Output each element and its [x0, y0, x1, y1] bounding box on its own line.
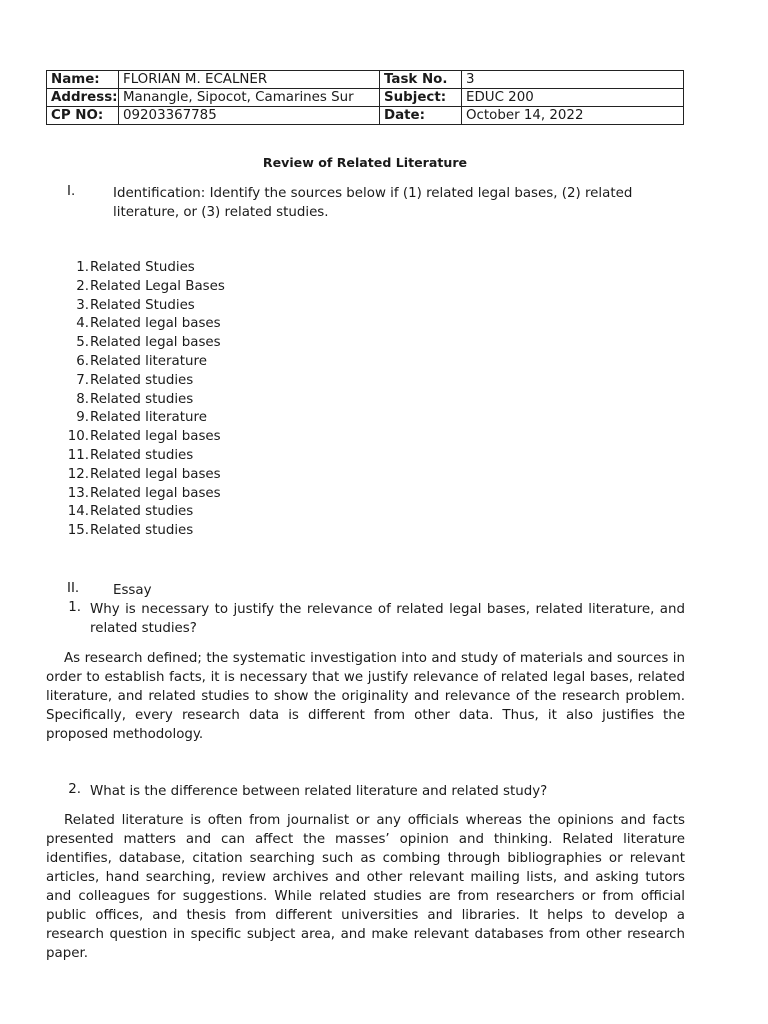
name-label: Name: — [47, 71, 119, 89]
cp-label: CP NO: — [47, 107, 119, 125]
date-value: October 14, 2022 — [462, 107, 684, 125]
section-heading: Essay — [113, 583, 152, 598]
answer-paragraph-2: Related literature is often from journalist or any officials whereas the opinions and facts presented matters and can affect the masses’ opinion and thinking. Related literature identifies, database, citation searching such as combing through bibliographies or relevant articles, hand searching, review archives and other relevant mailing lists, and asking tutors and colleagues for suggestions. While related studies are from researchers or from official public offices, and thesis from different universities and libraries. It helps to develop a research question in specific subject area, and make relevant databases from other research paper. — [46, 813, 685, 961]
list-item — [67, 297, 367, 316]
list-item-number: 13. — [67, 485, 89, 501]
list-item — [67, 372, 367, 391]
list-item-number: 6. — [76, 353, 89, 369]
list-item — [67, 447, 367, 466]
list-item-number: 2. — [76, 278, 89, 294]
section-numeral: II. — [67, 581, 80, 596]
list-item-number: 5. — [76, 335, 89, 351]
question-text: Why is necessary to justify the relevance of related legal bases, related literature, and related studies? — [90, 602, 685, 636]
table-row — [47, 89, 684, 107]
list-item-number: 10. — [67, 429, 89, 445]
list-item-text: Related studies — [90, 391, 194, 407]
list-item-number: 1. — [76, 260, 89, 275]
list-item-text: Related literature — [90, 410, 207, 426]
list-item-text: Related legal bases — [90, 485, 221, 501]
list-item — [67, 466, 367, 485]
list-item-text: Related legal bases — [90, 316, 221, 332]
list-item — [67, 391, 367, 410]
list-item — [67, 259, 367, 278]
cp-value: 09203367785 — [119, 107, 380, 125]
list-item-text: Related studies — [90, 447, 194, 463]
task-label: Task No. — [380, 71, 462, 89]
section-numeral: I. — [67, 184, 76, 199]
list-item — [67, 503, 367, 522]
question-number: 2. — [68, 782, 81, 797]
list-item — [67, 315, 367, 334]
address-value: Manangle, Sipocot, Camarines Sur — [119, 89, 380, 107]
list-item-text: Related studies — [90, 504, 194, 520]
list-item-text: Related legal bases — [90, 429, 221, 445]
list-item-text: Related legal bases — [90, 335, 221, 351]
answer-paragraph-1: As research defined; the systematic investigation into and study of materials and sources in order to establish facts, it is necessary that we justify relevance of related legal bases, related literature, and related studies to show the originality and relevance of the research problem. Specifically, every research data is different from other data. Thus, it also justifies the proposed methodology. — [46, 651, 685, 742]
list-item — [67, 278, 367, 297]
list-item-text: Related legal bases — [90, 466, 221, 482]
student-info-table — [46, 70, 684, 125]
list-item — [67, 522, 367, 541]
subject-value: EDUC 200 — [462, 89, 684, 107]
list-item-number: 11. — [67, 447, 89, 463]
date-label: Date: — [380, 107, 462, 125]
answer-list — [67, 259, 367, 541]
question-text: What is the difference between related literature and related study? — [90, 784, 548, 799]
question-number: 1. — [68, 600, 81, 615]
list-item-number: 4. — [76, 316, 89, 332]
list-item-number: 12. — [67, 466, 89, 482]
list-item — [67, 409, 367, 428]
address-label: Address: — [47, 89, 119, 107]
name-value: FLORIAN M. ECALNER — [119, 71, 380, 89]
list-item — [67, 485, 367, 504]
task-value: 3 — [462, 71, 684, 89]
table-row — [47, 71, 684, 89]
list-item-text: Related Legal Bases — [90, 278, 225, 294]
list-item-text: Related Studies — [90, 260, 195, 275]
list-item-number: 9. — [76, 410, 89, 426]
list-item-number: 3. — [76, 297, 89, 313]
list-item-number: 8. — [76, 391, 89, 407]
list-item — [67, 353, 367, 372]
subject-label: Subject: — [380, 89, 462, 107]
table-row — [47, 107, 684, 125]
page-title: Review of Related Literature — [262, 155, 468, 170]
list-item-text: Related studies — [90, 523, 194, 539]
list-item-number: 15. — [67, 523, 89, 539]
list-item — [67, 334, 367, 353]
list-item — [67, 428, 367, 447]
list-item-text: Related studies — [90, 372, 194, 388]
list-item-number: 14. — [67, 504, 89, 520]
list-item-text: Related literature — [90, 353, 207, 369]
section-instructions: Identification: Identify the sources below if (1) related legal bases, (2) related literature, or (3) related studies. — [113, 186, 633, 220]
list-item-text: Related Studies — [90, 297, 195, 313]
list-item-number: 7. — [76, 372, 89, 388]
